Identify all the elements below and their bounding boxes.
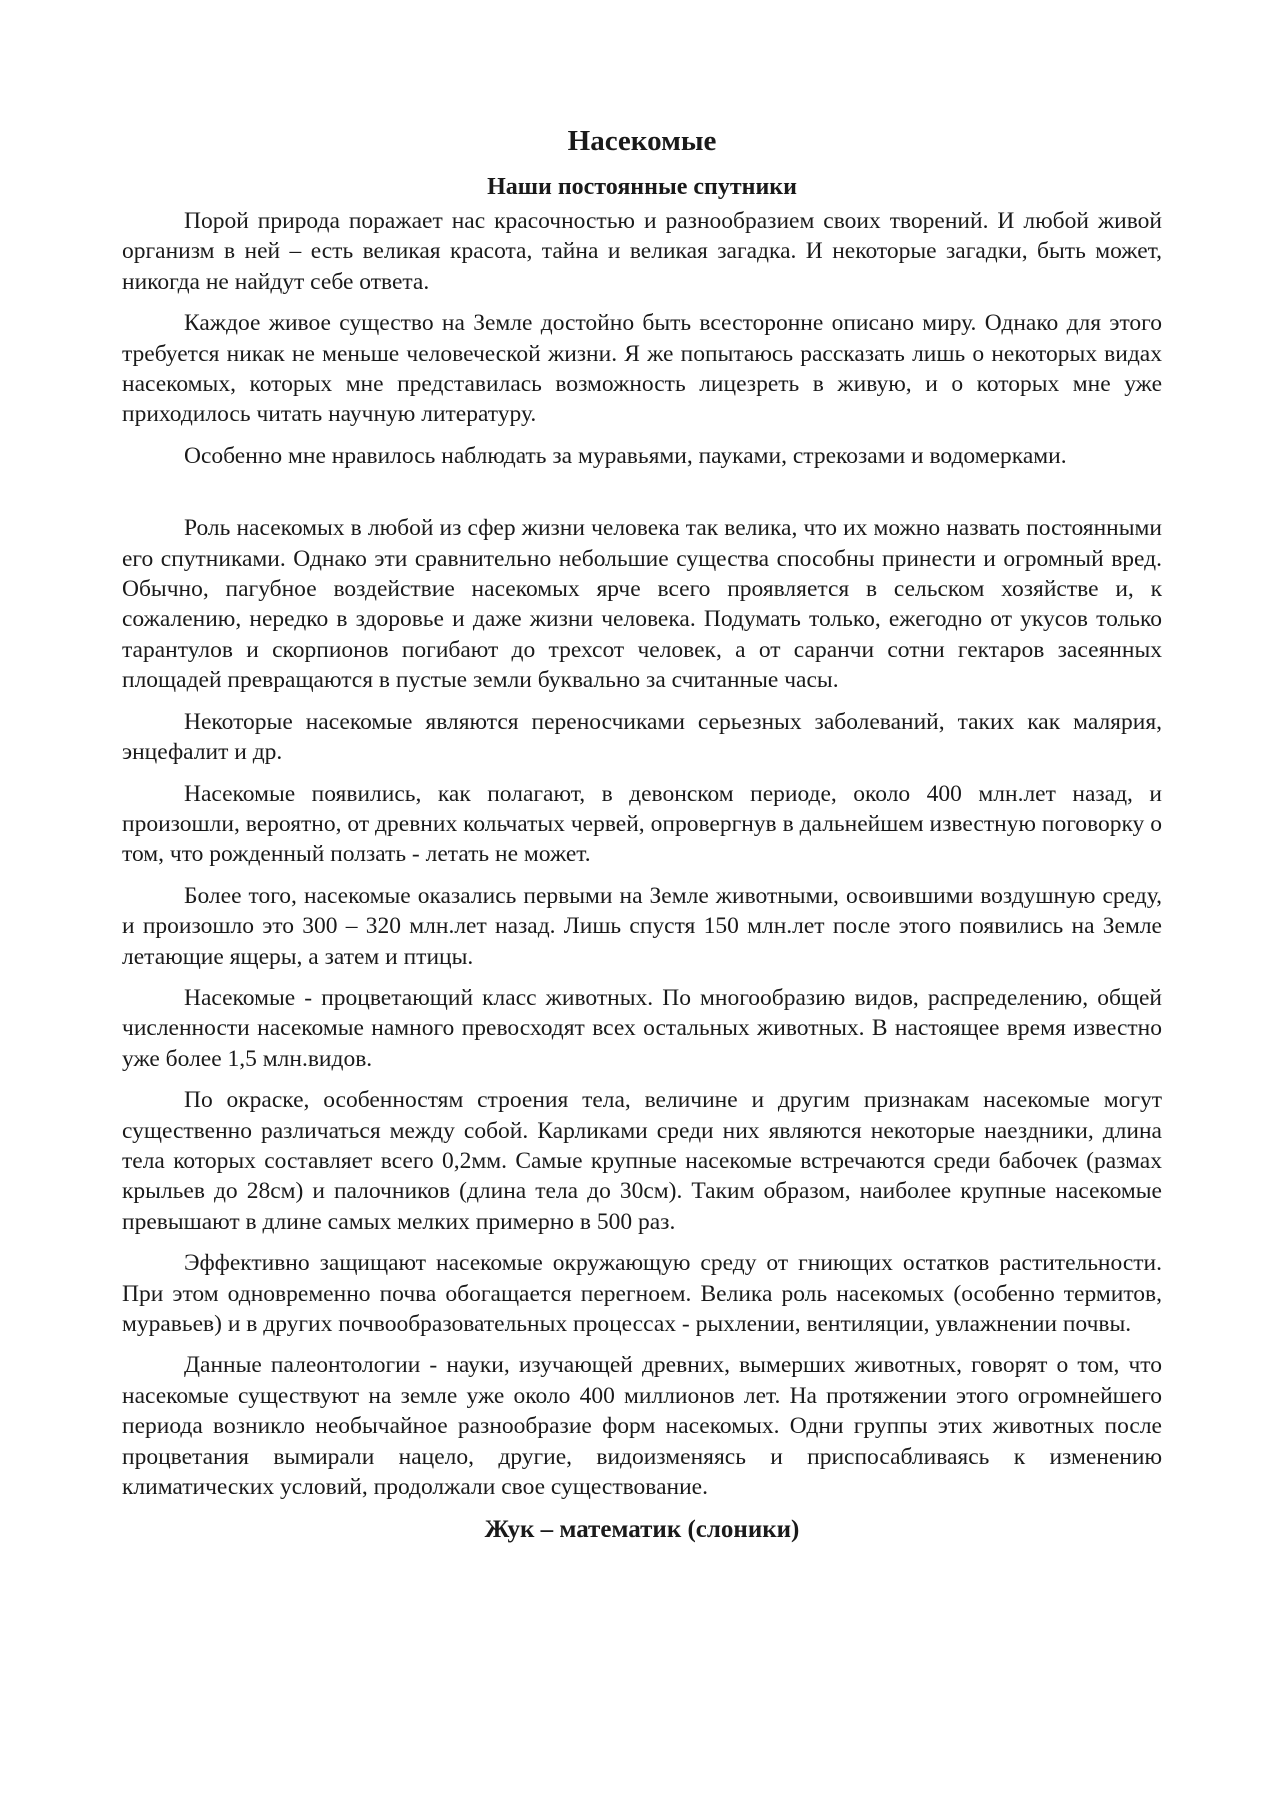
paragraph: Роль насекомых в любой из сфер жизни человека так велика, что их можно назвать постоянными его спутниками. Однако эти сравнительно небольшие существа способны принести и огромный вред. Обычно, пагубное воздействие насекомых ярче всего проявляется в сельском хозяйстве и, к сожалению, нередко в здоровье и даже жизни человека. Подумать только, ежегодно от укусов только тарантулов и скорпионов погибают до трехсот человек, а от саранчи сотни гектаров засеянных площадей превращаются в пустые земли буквально за считанные часы. [122,515,1162,694]
document-subtitle: Наши постоянные спутники [487,174,797,200]
section-heading: Жук – математик (слоники) [484,1516,800,1544]
paragraph: Эффективно защищают насекомые окружающую среду от гниющих остатков растительности. При этом одновременно почва обогащается перегноем. Велика роль насекомых (особенно термитов, муравьев) и в других почвообразовательных процессах - рыхлении, вентиляции, увлажнении почвы. [122,1250,1162,1337]
paragraph: Данные палеонтологии - науки, изучающей древних, вымерших животных, говорят о том, что насекомые существуют на земле уже около 400 миллионов лет. На протяжении этого огромнейшего периода возникло необычайное разнообразие форм насекомых. Одни группы этих животных после процветания вымирали нацело, другие, видоизменяясь и приспосабливаясь к изменению климатических условий, продолжали свое существование. [122,1352,1162,1501]
paragraph: Более того, насекомые оказались первыми на Земле животными, освоившими воздушную среду, и произошло это 300 – 320 млн.лет назад. Лишь спустя 150 млн.лет после этого появились на Земле летающие ящеры, а затем и птицы. [122,882,1162,970]
paragraph: Порой природа поражает нас красочностью и разнообразием своих творений. И любой живой организм в ней – есть великая красота, тайна и великая загадка. И некоторые загадки, быть может, никогда не найдут себе ответа. [122,208,1162,295]
paragraph: Каждое живое существо на Земле достойно быть всесторонне описано миру. Однако для этого требуется никак не меньше человеческой жизни. Я же попытаюсь рассказать лишь о некоторых видах насекомых, которых мне представилась возможность лицезреть в живую, и о которых мне уже приходилось читать научную литературу. [122,310,1162,428]
paragraph: Особенно мне нравилось наблюдать за муравьями, пауками, стрекозами и водомерками. [184,442,1067,469]
paragraph: Некоторые насекомые являются переносчиками серьезных заболеваний, таких как малярия, энцефалит и др. [122,708,1162,766]
paragraph: Насекомые появились, как полагают, в девонском периоде, около 400 млн.лет назад, и произошли, вероятно, от древних кольчатых червей, опровергнув в дальнейшем известную поговорку о том, что рожденный ползать - летать не может. [122,780,1162,868]
paragraph: По окраске, особенностям строения тела, величине и другим признакам насекомые могут существенно различаться между собой. Карликами среди них являются некоторые наездники, длина тела которых составляет всего 0,2мм. Самые крупные насекомые встречаются среди бабочек (размах крыльев до 28см) и палочников (длина тела до 30см). Таким образом, наиболее крупные насекомые превышают в длине самых мелких примерно в 500 раз. [122,1087,1162,1235]
document-page [122,124,1162,1546]
paragraph: Насекомые - процветающий класс животных. По многообразию видов, распределению, общей численности насекомые намного превосходят всех остальных животных. В настоящее время известно уже более 1,5 млн.видов. [122,984,1162,1072]
document-title: Насекомые [567,125,717,157]
